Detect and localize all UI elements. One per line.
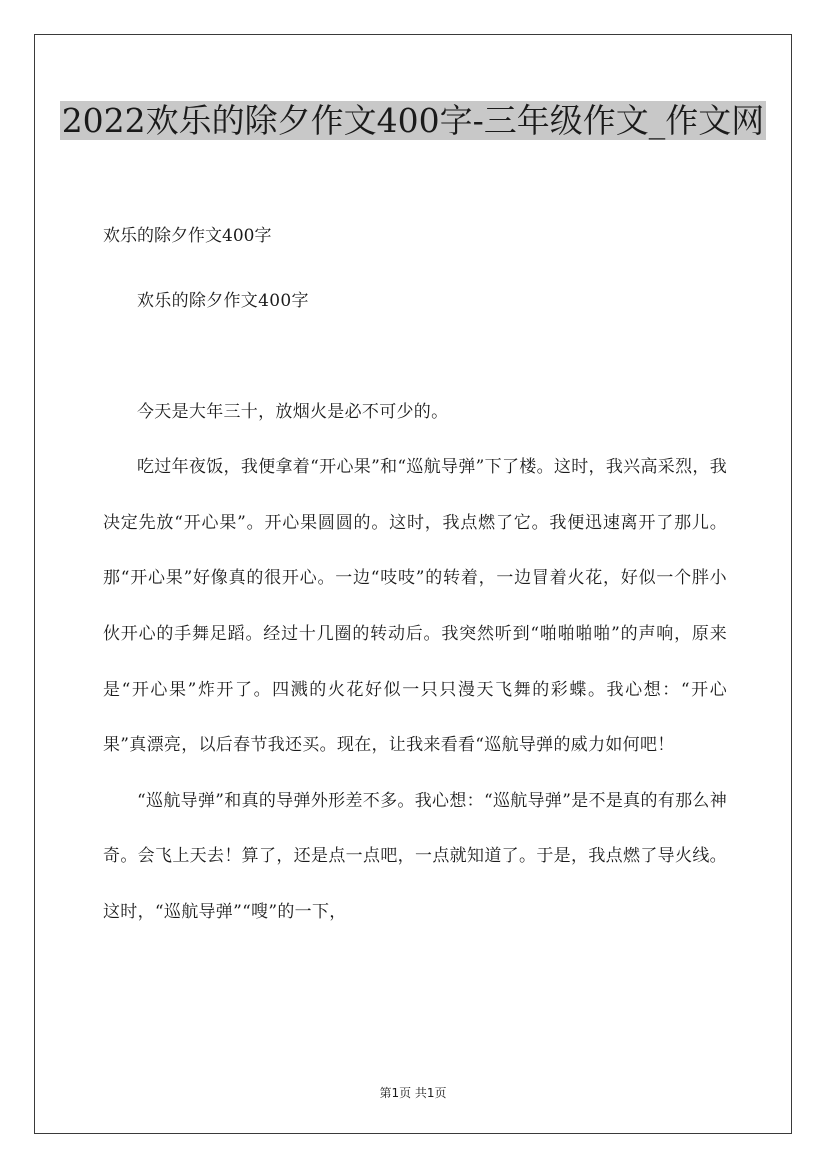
paragraph-3: “巡航导弹”和真的导弹外形差不多。我心想：“巡航导弹”是不是真的有那么神奇。会飞上天去！算了，还是点一点吧，一点就知道了。于是，我点燃了导火线。这时，“巡航导弹”“嗖”的一下， — [103, 790, 727, 922]
document-title — [34, 96, 792, 146]
document-title-text: 2022欢乐的除夕作文400字-三年级作文_作文网 — [61, 101, 765, 140]
page-number-footer: 第1页 共1页 — [379, 1086, 447, 1100]
paragraph-2: 吃过年夜饭，我便拿着“开心果”和“巡航导弹”下了楼。这时，我兴高采烈，我决定先放“开心果”。开心果圆圆的。这时，我点燃了它。我便迅速离开了那儿。那“开心果”好像真的很开心。一边“吱吱”的转着，一边冒着火花，好似一个胖小伙开心的手舞足蹈。经过十几圈的转动后。我突然听到“啪啪啪啪”的声响，原来是“开心果”炸开了。四溅的火花好似一只只漫天飞舞的彩蝶。我心想：“开心果”真漂亮，以后春节我还买。现在，让我来看看“巡航导弹的威力如何吧！ — [103, 457, 727, 756]
document-body — [103, 274, 727, 941]
paragraph-1: 今天是大年三十，放烟火是必不可少的。 — [137, 401, 449, 422]
body-heading: 欢乐的除夕作文400字 — [137, 291, 309, 311]
document-subtitle: 欢乐的除夕作文400字 — [103, 226, 272, 246]
